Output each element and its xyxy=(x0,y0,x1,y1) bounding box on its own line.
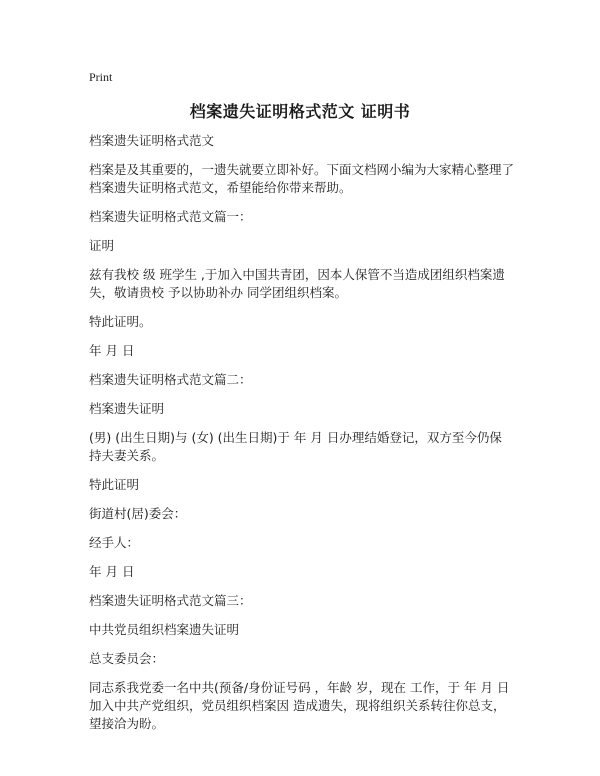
document-body xyxy=(89,132,514,744)
paragraph: 特此证明 xyxy=(89,477,140,492)
paragraph: 总支委员会： xyxy=(89,651,165,666)
section-heading: 档案遗失证明格式范文篇一： xyxy=(89,209,252,224)
paragraph: 特此证明。 xyxy=(89,314,152,329)
paragraph: 证明 xyxy=(89,238,115,253)
document-title: 档案遗失证明格式范文 证明书 xyxy=(189,102,411,121)
paragraph: (男) (出生日期)与 (女) (出生日期)于 年 月 日办理结婚登记，双方至今仍保持夫妻关系。 xyxy=(89,430,502,463)
paragraph: 同志系我党委一名中共(预备/身份证号码 ，年龄 岁，现在 工作，于 年 月 日加入中共产党组织，党员组织档案因 造成遗失，现将组织关系转往你总支，望接洽为盼。 xyxy=(89,680,510,731)
section-heading: 档案遗失证明格式范文篇二： xyxy=(89,372,252,387)
paragraph: 经手人： xyxy=(89,535,140,550)
paragraph: 中共党员组织档案遗失证明 xyxy=(89,622,240,637)
print-label: Print xyxy=(89,70,113,84)
paragraph: 兹有我校 级 班学生 ,于加入中国共青团，因本人保管不当造成团组织档案遗失，敬请贵校 予以协助补办 同学团组织档案。 xyxy=(89,267,505,300)
date-line: 年 月 日 xyxy=(89,564,135,579)
section-heading: 档案遗失证明格式范文篇三： xyxy=(89,593,252,608)
paragraph: 档案遗失证明 xyxy=(89,401,165,416)
paragraph: 街道村(居)委会： xyxy=(89,506,187,521)
paragraph: 档案是及其重要的，一遗失就要立即补好。下面文档网小编为大家精心整理了档案遗失证明格式范文，希望能给你带来帮助。 xyxy=(89,162,515,195)
paragraph: 档案遗失证明格式范文 xyxy=(89,133,215,148)
date-line: 年 月 日 xyxy=(89,343,135,358)
